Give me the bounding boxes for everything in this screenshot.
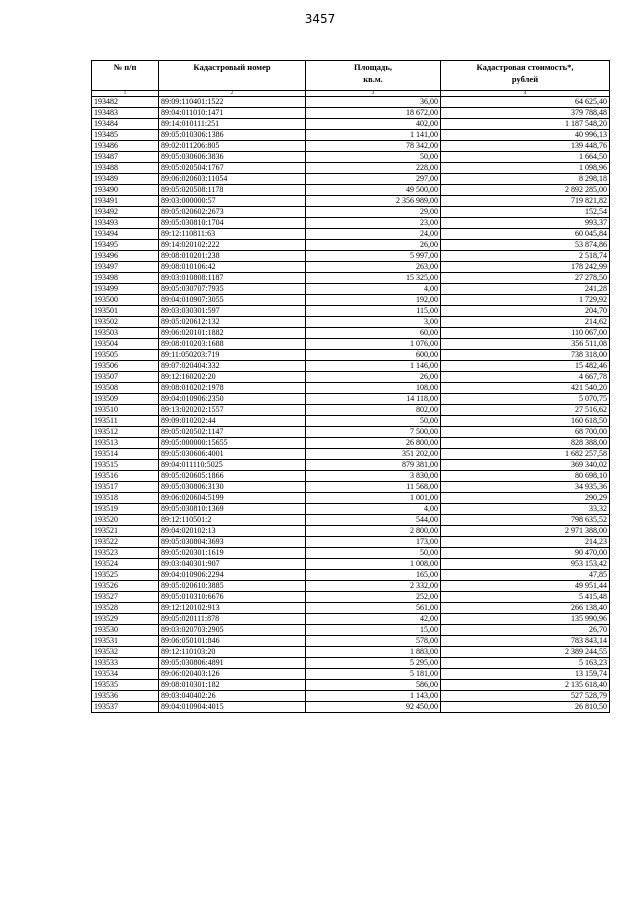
cadastral-number: 89:06:050101:846	[159, 636, 306, 647]
cadastral-value: 47,85	[441, 570, 610, 581]
table-row	[92, 251, 610, 262]
area: 263,00	[306, 262, 441, 273]
table-row	[92, 185, 610, 196]
cadastral-value: 1 682 257,58	[441, 449, 610, 460]
table-body	[92, 97, 610, 713]
row-number: 193523	[92, 548, 159, 559]
row-number: 193506	[92, 361, 159, 372]
table-row	[92, 163, 610, 174]
cadastral-value: 290,29	[441, 493, 610, 504]
area: 192,00	[306, 295, 441, 306]
cadastral-number: 89:12:110103:20	[159, 647, 306, 658]
table-row	[92, 339, 610, 350]
row-number: 193514	[92, 449, 159, 460]
cadastral-number: 89:08:010202:1978	[159, 383, 306, 394]
table-row	[92, 218, 610, 229]
cadastral-number: 89:06:020403:126	[159, 669, 306, 680]
row-number: 193508	[92, 383, 159, 394]
cadastral-number: 89:03:000000:57	[159, 196, 306, 207]
cadastral-number: 89:05:020602:2673	[159, 207, 306, 218]
area: 26,00	[306, 240, 441, 251]
table-row	[92, 482, 610, 493]
row-number: 193487	[92, 152, 159, 163]
area: 561,00	[306, 603, 441, 614]
cadastral-number: 89:05:030804:3693	[159, 537, 306, 548]
area: 1 143,00	[306, 691, 441, 702]
cadastral-number: 89:06:020101:1882	[159, 328, 306, 339]
table-row	[92, 350, 610, 361]
cadastral-value: 90 470,00	[441, 548, 610, 559]
row-number: 193492	[92, 207, 159, 218]
area: 3 830,00	[306, 471, 441, 482]
header-cadastral-value: Кадастровая стоимость*, рублей	[441, 61, 610, 91]
area: 4,00	[306, 504, 441, 515]
cadastral-value: 64 625,40	[441, 97, 610, 108]
table-row	[92, 460, 610, 471]
row-number: 193488	[92, 163, 159, 174]
table-row	[92, 702, 610, 713]
area: 18 672,00	[306, 108, 441, 119]
cadastral-number: 89:04:010904:4015	[159, 702, 306, 713]
row-number: 193515	[92, 460, 159, 471]
cadastral-value: 214,62	[441, 317, 610, 328]
cadastral-value: 139 448,76	[441, 141, 610, 152]
table-row	[92, 273, 610, 284]
cadastral-number: 89:05:020605:1866	[159, 471, 306, 482]
area: 1 076,00	[306, 339, 441, 350]
area: 2 356 989,00	[306, 196, 441, 207]
cadastral-value: 110 067,00	[441, 328, 610, 339]
area: 50,00	[306, 152, 441, 163]
table-row	[92, 240, 610, 251]
area: 5 295,00	[306, 658, 441, 669]
table-row	[92, 229, 610, 240]
cadastral-number: 89:06:020604:5199	[159, 493, 306, 504]
cadastral-table	[91, 60, 610, 713]
area: 15,00	[306, 625, 441, 636]
cadastral-number: 89:05:030806:4891	[159, 658, 306, 669]
table-row	[92, 108, 610, 119]
table-row	[92, 97, 610, 108]
row-number: 193502	[92, 317, 159, 328]
area: 49 500,00	[306, 185, 441, 196]
column-index: 1	[92, 91, 159, 97]
table-row	[92, 416, 610, 427]
area: 1 001,00	[306, 493, 441, 504]
cadastral-value: 2 518,74	[441, 251, 610, 262]
table-row	[92, 471, 610, 482]
area: 1 008,00	[306, 559, 441, 570]
row-number: 193491	[92, 196, 159, 207]
page-number: 3457	[304, 12, 336, 26]
cadastral-value: 738 318,00	[441, 350, 610, 361]
row-number: 193511	[92, 416, 159, 427]
table-row	[92, 438, 610, 449]
cadastral-value: 34 935,36	[441, 482, 610, 493]
table-header-row	[92, 61, 610, 91]
table-row	[92, 174, 610, 185]
area: 297,00	[306, 174, 441, 185]
table-row	[92, 262, 610, 273]
row-number: 193509	[92, 394, 159, 405]
area: 115,00	[306, 306, 441, 317]
row-number: 193505	[92, 350, 159, 361]
area: 586,00	[306, 680, 441, 691]
table-row	[92, 559, 610, 570]
row-number: 193494	[92, 229, 159, 240]
cadastral-value: 266 138,40	[441, 603, 610, 614]
row-number: 193532	[92, 647, 159, 658]
cadastral-value: 356 511,08	[441, 339, 610, 350]
cadastral-value: 369 340,02	[441, 460, 610, 471]
cadastral-value: 783 843,14	[441, 636, 610, 647]
cadastral-value: 40 996,13	[441, 130, 610, 141]
row-number: 193498	[92, 273, 159, 284]
cadastral-number: 89:08:010201:238	[159, 251, 306, 262]
table-row	[92, 207, 610, 218]
area: 7 500,00	[306, 427, 441, 438]
cadastral-number: 89:05:020504:1767	[159, 163, 306, 174]
cadastral-value: 5 163,23	[441, 658, 610, 669]
row-number: 193495	[92, 240, 159, 251]
row-number: 193536	[92, 691, 159, 702]
cadastral-value: 5 070,75	[441, 394, 610, 405]
table-row	[92, 570, 610, 581]
table-row	[92, 515, 610, 526]
area: 29,00	[306, 207, 441, 218]
cadastral-value: 13 159,74	[441, 669, 610, 680]
cadastral-value: 828 388,00	[441, 438, 610, 449]
cadastral-number: 89:04:010907:3055	[159, 295, 306, 306]
area: 92 450,00	[306, 702, 441, 713]
row-number: 193501	[92, 306, 159, 317]
cadastral-number: 89:05:030810:1704	[159, 218, 306, 229]
area: 108,00	[306, 383, 441, 394]
area: 36,00	[306, 97, 441, 108]
cadastral-number: 89:06:020603:11054	[159, 174, 306, 185]
area: 5 997,00	[306, 251, 441, 262]
column-index: 2	[159, 91, 306, 97]
area: 173,00	[306, 537, 441, 548]
table-row	[92, 405, 610, 416]
area: 50,00	[306, 416, 441, 427]
cadastral-number: 89:12:110811:63	[159, 229, 306, 240]
table-row	[92, 361, 610, 372]
cadastral-number: 89:14:010111:251	[159, 119, 306, 130]
area: 351 202,00	[306, 449, 441, 460]
table-row	[92, 592, 610, 603]
cadastral-value: 5 415,48	[441, 592, 610, 603]
row-number: 193499	[92, 284, 159, 295]
cadastral-number: 89:12:120102:913	[159, 603, 306, 614]
area: 578,00	[306, 636, 441, 647]
cadastral-value: 204,70	[441, 306, 610, 317]
table-row	[92, 603, 610, 614]
cadastral-number: 89:03:010808:1187	[159, 273, 306, 284]
table-row	[92, 152, 610, 163]
cadastral-number: 89:09:010202:44	[159, 416, 306, 427]
area: 14 118,00	[306, 394, 441, 405]
cadastral-number: 89:02:011206:805	[159, 141, 306, 152]
table-row	[92, 636, 610, 647]
area: 402,00	[306, 119, 441, 130]
table-row	[92, 306, 610, 317]
cadastral-number: 89:04:011010:1471	[159, 108, 306, 119]
table-row	[92, 537, 610, 548]
cadastral-value: 49 951,44	[441, 581, 610, 592]
cadastral-number: 89:12:110501:2	[159, 515, 306, 526]
row-number: 193510	[92, 405, 159, 416]
cadastral-value: 33,32	[441, 504, 610, 515]
area: 1 146,00	[306, 361, 441, 372]
cadastral-value: 241,28	[441, 284, 610, 295]
table-row	[92, 581, 610, 592]
table-row	[92, 504, 610, 515]
cadastral-value: 178 242,99	[441, 262, 610, 273]
cadastral-value: 26,70	[441, 625, 610, 636]
row-number: 193512	[92, 427, 159, 438]
table-row	[92, 548, 610, 559]
cadastral-value: 53 874,86	[441, 240, 610, 251]
cadastral-number: 89:08:010106:42	[159, 262, 306, 273]
area: 26 800,00	[306, 438, 441, 449]
cadastral-value: 60 045,84	[441, 229, 610, 240]
area: 60,00	[306, 328, 441, 339]
row-number: 193525	[92, 570, 159, 581]
row-number: 193522	[92, 537, 159, 548]
header-area: Площадь, кв.м.	[306, 61, 441, 91]
area: 2 332,00	[306, 581, 441, 592]
row-number: 193484	[92, 119, 159, 130]
cadastral-number: 89:05:020508:1178	[159, 185, 306, 196]
header-number: № п/п	[92, 61, 159, 91]
cadastral-number: 89:13:020202:1557	[159, 405, 306, 416]
table-row	[92, 493, 610, 504]
area: 2 800,00	[306, 526, 441, 537]
row-number: 193504	[92, 339, 159, 350]
cadastral-number: 89:05:020111:878	[159, 614, 306, 625]
cadastral-value: 15 482,46	[441, 361, 610, 372]
row-number: 193493	[92, 218, 159, 229]
row-number: 193537	[92, 702, 159, 713]
area: 42,00	[306, 614, 441, 625]
column-index: 4	[441, 91, 610, 97]
table-row	[92, 647, 610, 658]
cadastral-number: 89:05:010310:6676	[159, 592, 306, 603]
row-number: 193503	[92, 328, 159, 339]
area: 24,00	[306, 229, 441, 240]
cadastral-number: 89:05:030806:3130	[159, 482, 306, 493]
cadastral-number: 89:04:011110:5025	[159, 460, 306, 471]
table-row	[92, 119, 610, 130]
cadastral-value: 214,23	[441, 537, 610, 548]
cadastral-number: 89:03:020703:2905	[159, 625, 306, 636]
table-row	[92, 295, 610, 306]
row-number: 193531	[92, 636, 159, 647]
area: 78 342,00	[306, 141, 441, 152]
cadastral-value: 719 821,82	[441, 196, 610, 207]
area: 1 141,00	[306, 130, 441, 141]
cadastral-number: 89:08:010301:182	[159, 680, 306, 691]
cadastral-number: 89:05:030606:3836	[159, 152, 306, 163]
cadastral-number: 89:05:010306:1386	[159, 130, 306, 141]
row-number: 193533	[92, 658, 159, 669]
row-number: 193483	[92, 108, 159, 119]
row-number: 193516	[92, 471, 159, 482]
table-row	[92, 691, 610, 702]
table-row	[92, 317, 610, 328]
area: 4,00	[306, 284, 441, 295]
row-number: 193490	[92, 185, 159, 196]
cadastral-number: 89:03:040301:907	[159, 559, 306, 570]
cadastral-number: 89:05:000000:15655	[159, 438, 306, 449]
cadastral-number: 89:09:110401:1522	[159, 97, 306, 108]
cadastral-value: 152,54	[441, 207, 610, 218]
area: 252,00	[306, 592, 441, 603]
table-row	[92, 658, 610, 669]
column-index: 3	[306, 91, 441, 97]
cadastral-value: 953 153,42	[441, 559, 610, 570]
cadastral-value: 27 278,50	[441, 273, 610, 284]
cadastral-value: 160 618,50	[441, 416, 610, 427]
cadastral-number: 89:05:020610:3885	[159, 581, 306, 592]
row-number: 193529	[92, 614, 159, 625]
cadastral-value: 2 135 618,40	[441, 680, 610, 691]
row-number: 193486	[92, 141, 159, 152]
cadastral-value: 2 389 244,55	[441, 647, 610, 658]
cadastral-number: 89:04:010906:2350	[159, 394, 306, 405]
row-number: 193497	[92, 262, 159, 273]
row-number: 193482	[92, 97, 159, 108]
cadastral-value: 27 516,62	[441, 405, 610, 416]
area: 5 181,00	[306, 669, 441, 680]
area: 50,00	[306, 548, 441, 559]
area: 802,00	[306, 405, 441, 416]
cadastral-number: 89:07:020404:332	[159, 361, 306, 372]
cadastral-value: 8 298,18	[441, 174, 610, 185]
row-number: 193489	[92, 174, 159, 185]
row-number: 193527	[92, 592, 159, 603]
cadastral-value: 421 540,20	[441, 383, 610, 394]
table-row	[92, 394, 610, 405]
row-number: 193524	[92, 559, 159, 570]
row-number: 193526	[92, 581, 159, 592]
cadastral-number: 89:05:020612:132	[159, 317, 306, 328]
area: 26,00	[306, 372, 441, 383]
area: 228,00	[306, 163, 441, 174]
row-number: 193520	[92, 515, 159, 526]
table-row	[92, 130, 610, 141]
cadastral-number: 89:05:030707:7935	[159, 284, 306, 295]
table-row	[92, 196, 610, 207]
table-row	[92, 449, 610, 460]
cadastral-value: 527 528,79	[441, 691, 610, 702]
area: 1 883,00	[306, 647, 441, 658]
cadastral-number: 89:05:030606:4001	[159, 449, 306, 460]
cadastral-value: 1 729,92	[441, 295, 610, 306]
row-number: 193517	[92, 482, 159, 493]
area: 879 381,00	[306, 460, 441, 471]
cadastral-value: 379 788,48	[441, 108, 610, 119]
header-cadastral-number: Кадастровый номер	[159, 61, 306, 91]
row-number: 193496	[92, 251, 159, 262]
table-row	[92, 328, 610, 339]
row-number: 193485	[92, 130, 159, 141]
table-row	[92, 284, 610, 295]
table-row	[92, 669, 610, 680]
row-number: 193513	[92, 438, 159, 449]
cadastral-number: 89:03:040402:26	[159, 691, 306, 702]
cadastral-value: 80 698,10	[441, 471, 610, 482]
cadastral-number: 89:05:030810:1369	[159, 504, 306, 515]
table-row	[92, 383, 610, 394]
row-number: 193518	[92, 493, 159, 504]
table-row	[92, 526, 610, 537]
cadastral-number: 89:08:010203:1688	[159, 339, 306, 350]
table-row	[92, 625, 610, 636]
row-number: 193500	[92, 295, 159, 306]
row-number: 193507	[92, 372, 159, 383]
area: 23,00	[306, 218, 441, 229]
area: 11 568,00	[306, 482, 441, 493]
cadastral-value: 4 667,78	[441, 372, 610, 383]
cadastral-value: 2 892 285,00	[441, 185, 610, 196]
area: 3,00	[306, 317, 441, 328]
row-number: 193519	[92, 504, 159, 515]
table-row	[92, 680, 610, 691]
cadastral-value: 993,37	[441, 218, 610, 229]
cadastral-number: 89:04:010906:2294	[159, 570, 306, 581]
cadastral-number: 89:05:020301:1619	[159, 548, 306, 559]
area: 544,00	[306, 515, 441, 526]
row-number: 193535	[92, 680, 159, 691]
area: 15 325,00	[306, 273, 441, 284]
cadastral-number: 89:05:020502:1147	[159, 427, 306, 438]
cadastral-value: 26 810,50	[441, 702, 610, 713]
cadastral-number: 89:03:030301:597	[159, 306, 306, 317]
cadastral-value: 68 700,00	[441, 427, 610, 438]
table-row	[92, 141, 610, 152]
row-number: 193521	[92, 526, 159, 537]
cadastral-number: 89:12:160202:20	[159, 372, 306, 383]
area: 165,00	[306, 570, 441, 581]
table-row	[92, 372, 610, 383]
table-row	[92, 614, 610, 625]
row-number: 193530	[92, 625, 159, 636]
table-row	[92, 427, 610, 438]
cadastral-value: 135 990,96	[441, 614, 610, 625]
row-number: 193528	[92, 603, 159, 614]
cadastral-number: 89:11:050203:719	[159, 350, 306, 361]
cadastral-number: 89:04:020102:13	[159, 526, 306, 537]
cadastral-value: 798 635,52	[441, 515, 610, 526]
row-number: 193534	[92, 669, 159, 680]
area: 600,00	[306, 350, 441, 361]
cadastral-value: 1 187 548,20	[441, 119, 610, 130]
cadastral-value: 2 971 388,00	[441, 526, 610, 537]
cadastral-value: 1 098,96	[441, 163, 610, 174]
cadastral-value: 1 664,50	[441, 152, 610, 163]
cadastral-number: 89:14:020102:222	[159, 240, 306, 251]
